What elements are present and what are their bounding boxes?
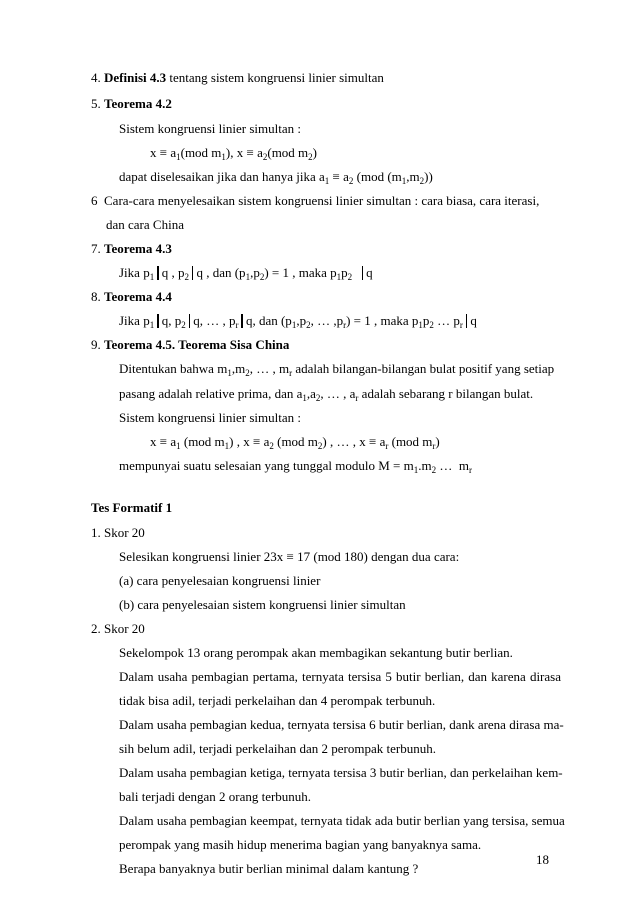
math-line: Jika $p_1$ q , $p_2$ q , dan $(p_1,p_2) = 1$ , maka $p_1p_2$ q	[119, 265, 373, 282]
theorem-line: Ditentukan bahwa $m_1,m_2$, … , $m_r$ adalah bilangan-bilangan bulat positif yang setiap	[119, 361, 555, 378]
item-text: dan cara China	[106, 217, 184, 232]
question-line: (a) cara penyelesaian kongruensi linier	[119, 573, 321, 588]
question-line-wrap	[119, 813, 565, 829]
question-line: tidak bisa adil, terjadi perkelaihan dan 4 perompak terbunuh.	[119, 693, 436, 708]
item-title: Teorema 4.4	[104, 289, 172, 304]
item-number: 5.	[91, 96, 101, 111]
item-title: Teorema 4.5. Teorema Sisa China	[104, 337, 290, 352]
question-line-wrap	[119, 717, 564, 733]
question-line-wrap	[119, 765, 561, 781]
item-number: 9.	[91, 337, 101, 352]
theorem-line: pasang adalah relative prima, dan $a_1,a_2$, … , $a_r$ adalah sebarang r bilangan bulat.	[119, 386, 534, 403]
item-text: Cara-cara menyelesaikan sistem kongruensi linier simultan : cara biasa, cara iterasi,	[104, 193, 540, 208]
item-number: 6	[91, 193, 98, 208]
item-7	[91, 241, 172, 257]
item-text: tentang sistem kongruensi linier simultan	[166, 70, 384, 85]
math-line: Jika $p_1$ q, $p_2$ q, … , $p_r$ q, dan ($p_1,p_2$, … $,p_r) = 1$ , maka $p_1p_2$ … $p_r$ q	[119, 313, 477, 330]
theorem-line: mempunyai suatu selesaian yang tunggal modulo $M = m_1.m_2$ … $m_r$	[119, 458, 472, 475]
page-number: 18	[536, 852, 549, 867]
item-title: Teorema 4.3	[104, 241, 172, 256]
question-line-wrap	[119, 669, 561, 685]
item-6	[91, 193, 539, 209]
question-line: (b) cara penyelesaian sistem kongruensi linier simultan	[119, 597, 406, 612]
item-9	[91, 337, 289, 353]
theorem-line: Sistem kongruensi linier simultan :	[119, 121, 301, 136]
item-number: 7.	[91, 241, 101, 256]
question-1	[91, 525, 145, 541]
item-title: Definisi 4.3	[104, 70, 167, 85]
question-line: sih belum adil, terjadi perkelaihan dan 2 perompak terbunuh.	[119, 741, 436, 756]
question-line: Sekelompok 13 orang perompak akan membagikan sekantung butir berlian.	[119, 645, 513, 660]
question-2	[91, 621, 145, 637]
math-line: $x \equiv a_1$ (mod $m_1$) , $x \equiv a_2$ (mod $m_2$) , … , $x \equiv a_r$ (mod $m_r$)	[150, 434, 440, 451]
question-line: Selesikan kongruensi linier 23x ≡ 17 (mod 180) dengan dua cara:	[119, 549, 460, 564]
theorem-line: dapat diselesaikan jika dan hanya jika $a_1 \equiv a_2$ (mod $(m_1,m_2)$)	[119, 169, 433, 186]
question-number: 2.	[91, 621, 101, 636]
item-8	[91, 289, 172, 305]
question-score: Skor 20	[104, 621, 145, 636]
item-number: 4.	[91, 70, 101, 85]
item-title: Teorema 4.2	[104, 96, 172, 111]
question-line: Dalam usaha pembagian pertama, ternyata tersisa 5 butir berlian, dan karena dirasa	[119, 669, 561, 684]
item-5	[91, 96, 172, 112]
theorem-line: Sistem kongruensi linier simultan :	[119, 410, 301, 425]
question-line: Dalam usaha pembagian ketiga, ternyata tersisa 3 butir berlian, dan perkelaihan kem-	[119, 765, 563, 780]
section-heading: Tes Formatif 1	[91, 500, 173, 515]
question-line: perompak yang masih hidup menerima bagian yang banyaknya sama.	[119, 837, 482, 852]
math-line: $x \equiv a_1(mod$ $m_1$), $x \equiv a_2(mod$ $m_2$)	[150, 145, 318, 162]
question-number: 1.	[91, 525, 101, 540]
question-line: Dalam usaha pembagian kedua, ternyata tersisa 6 butir berlian, dank arena dirasa ma-	[119, 717, 564, 732]
item-4	[91, 70, 384, 86]
question-line: Berapa banyaknya butir berlian minimal dalam kantung ?	[119, 861, 419, 876]
question-line: bali terjadi dengan 2 orang terbunuh.	[119, 789, 312, 804]
item-number: 8.	[91, 289, 101, 304]
question-score: Skor 20	[104, 525, 145, 540]
question-line: Dalam usaha pembagian keempat, ternyata tidak ada butir berlian yang tersisa, semua	[119, 813, 565, 828]
